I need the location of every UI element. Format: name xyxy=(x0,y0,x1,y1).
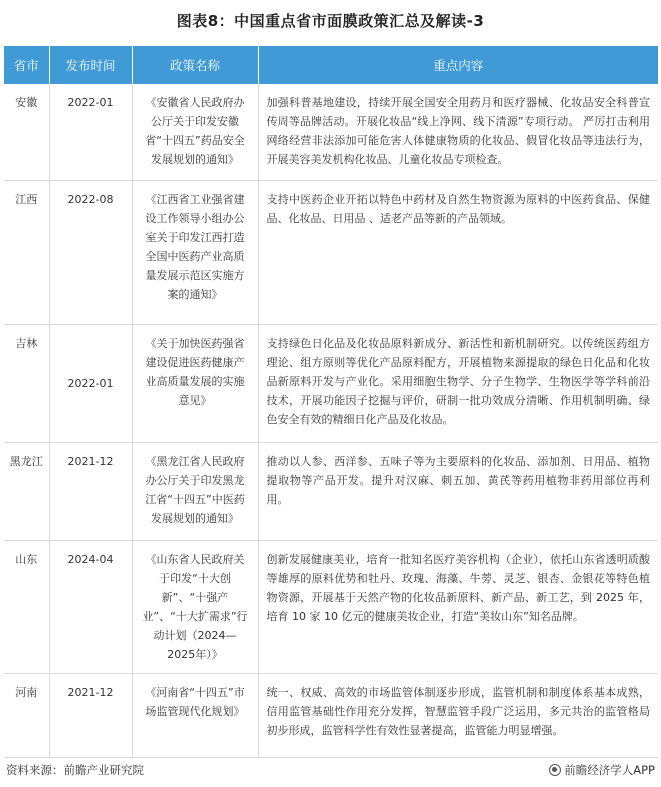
cell-date: 2022-08 xyxy=(49,180,132,324)
table-header-row xyxy=(4,46,658,84)
header-date: 发布时间 xyxy=(49,46,132,84)
cell-content: 创新发展健康美业，培育一批知名医疗美容机构（企业），依托山东省透明质酸等雄厚的原料优势和牡丹、玫瑰、海藻、牛蒡、灵芝、银杏、金银花等特色植物资源，开展基于天然产物的化妆品新原料、新产品、新工艺，到 2025 年，培育 10 家 10 亿元的健康美妆企业，打造“美妆山东”知名品牌。 xyxy=(258,540,658,673)
cell-policy: 《关于加快医药强省建设促进医药健康产业高质量发展的实施意见》 xyxy=(132,324,258,442)
brand-credit xyxy=(549,762,655,778)
cell-date: 2022-01 xyxy=(49,324,132,442)
chart-title: 图表8：中国重点省市面膜政策汇总及解读-3 xyxy=(176,12,485,30)
cell-province: 山东 xyxy=(4,540,49,673)
cell-content: 统一、权威、高效的市场监管体制逐步形成，监管机制和制度体系基本成熟，信用监管基础性作用充分发挥，智慧监管手段广泛运用，多元共治的监管格局初步形成，监管科学性有效性显著提高，监管能力明显增强。 xyxy=(258,673,658,757)
cell-date: 2022-01 xyxy=(49,84,132,180)
table-row xyxy=(4,673,658,757)
table-row xyxy=(4,324,658,442)
cell-province: 吉林 xyxy=(4,324,49,442)
table-row xyxy=(4,540,658,673)
cell-policy: 《江西省工业强省建设工作领导小组办公室关于印发江西打造全国中医药产业高质量发展示范区实施方案的通知》 xyxy=(132,180,258,324)
cell-province: 黑龙江 xyxy=(4,442,49,540)
qianzhan-logo-icon xyxy=(549,764,561,776)
cell-content: 推动以人参、西洋参、五味子等为主要原料的化妆品、添加剂、日用品、植物提取物等产品开发。提升对汉麻、刺五加、黄芪等药用植物非药用部位再利用。 xyxy=(258,442,658,540)
table-row xyxy=(4,84,658,180)
policy-table xyxy=(4,46,658,758)
cell-content: 加强科普基地建设，持续开展全国安全用药月和医疗器械、化妆品安全科普宣传周等品牌活动。开展化妆品“线上净网、线下清源”专项行动。 严厉打击利用网络经营非法添加可能危害人体健康物质的化妆品、假冒化妆品等违法行为，开展美容美发机构化妆品、儿童化妆品专项检查。 xyxy=(258,84,658,180)
cell-date: 2024-04 xyxy=(49,540,132,673)
cell-policy: 《安徽省人民政府办公厅关于印发安徽省“十四五”药品安全发展规划的通知》 xyxy=(132,84,258,180)
cell-date: 2021-12 xyxy=(49,442,132,540)
cell-content: 支持中医药企业开拓以特色中药材及自然生物资源为原料的中医药食品、保健品、化妆品、日用品 、适老产品等新的产品领域。 xyxy=(258,180,658,324)
cell-policy: 《黑龙江省人民政府办公厅关于印发黑龙江省“十四五”中医药发展规划的通知》 xyxy=(132,442,258,540)
brand-label: 前瞻经济学人APP xyxy=(564,763,655,777)
header-policy: 政策名称 xyxy=(132,46,258,84)
cell-content: 支持绿色日化品及化妆品原料新成分、新活性和新机制研究。以传统医药组方理论、组方原则等优化产品原料配方，开展植物来源提取的绿色日化品和化妆品新原料开发与产业化。采用细胞生物学、分子生物学、生物医学等学科前沿技术，开展功能因子挖掘与评价，研制一批功效成分清晰、作用机制明确、绿色安全有效的精细日化产品及化妆品。 xyxy=(258,324,658,442)
source-note: 资料来源：前瞻产业研究院 xyxy=(6,763,144,777)
cell-date: 2021-12 xyxy=(49,673,132,757)
header-province: 省市 xyxy=(4,46,49,84)
table-row xyxy=(4,180,658,324)
header-content: 重点内容 xyxy=(258,46,658,84)
cell-policy: 《山东省人民政府关于印发“十大创新”、“十强产业”、“十大扩需求”行动计划（2024—2025年）》 xyxy=(132,540,258,673)
cell-province: 河南 xyxy=(4,673,49,757)
cell-province: 安徽 xyxy=(4,84,49,180)
table-row xyxy=(4,442,658,540)
cell-policy: 《河南省“十四五”市场监管现代化规划》 xyxy=(132,673,258,757)
cell-province: 江西 xyxy=(4,180,49,324)
